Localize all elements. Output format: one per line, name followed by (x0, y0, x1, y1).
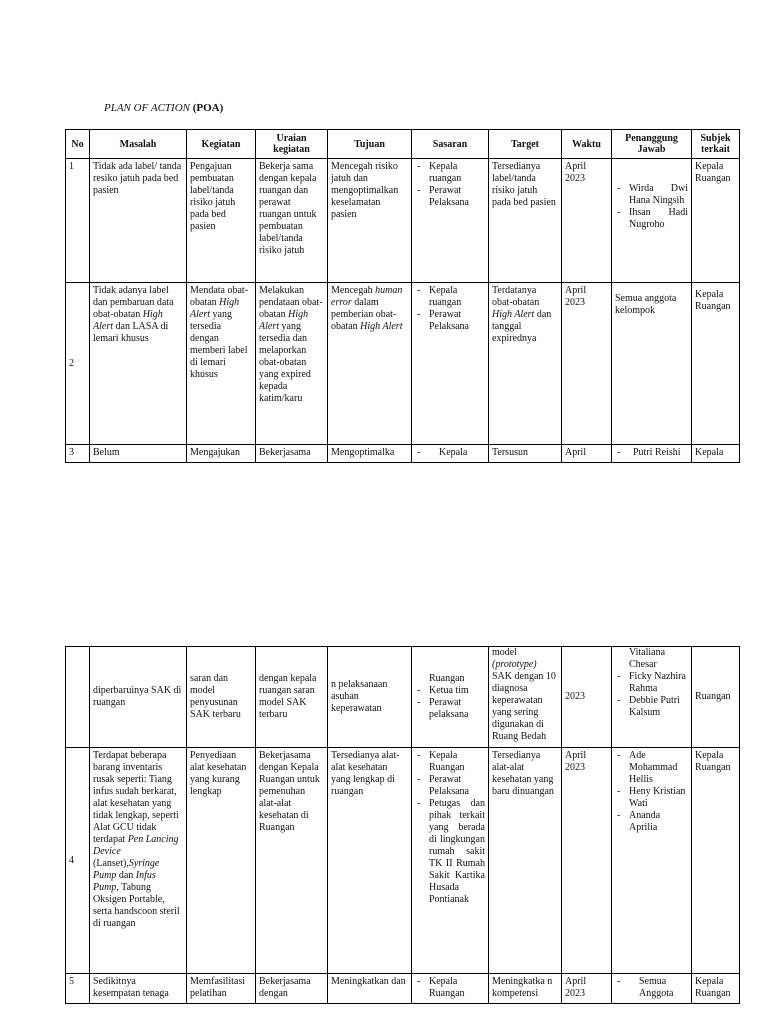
cell-penanggung-jawab: Vitaliana Chesar - Ficky Nazhira Rahma - Debbie Putri Kalsum (612, 647, 692, 748)
list-item: - Wirda Dwi Hana Ningsih (615, 183, 688, 207)
cell-masalah: diperbaruinya SAK di ruangan (90, 647, 187, 748)
list-item: - Putri Reishi (615, 447, 688, 459)
cell-tujuan: n pelaksanaan asuhan keperawatan (328, 647, 412, 748)
cell-uraian: dengan kepala ruangan saran model SAK terbaru (256, 647, 328, 748)
table-row (66, 159, 740, 283)
cell-masalah: Tidak adanya label dan pembaruan data obat-obatan High Alert dan LASA di lemari khusus (90, 283, 187, 445)
cell-uraian: Bekerjasama (256, 445, 328, 463)
header-target: Target (489, 130, 562, 159)
cell-subjek: Kepala Ruangan (692, 974, 740, 1004)
cell-uraian: Melakukan pendataan obat-obatan High Alert yang tersedia dan melaporkan obat-obatan yang expired kepada katim/karu (256, 283, 328, 445)
cell-subjek: Kepala (692, 445, 740, 463)
list-item: - Ficky Nazhira Rahma (615, 671, 688, 695)
cell-penanggung-jawab (612, 748, 692, 974)
header-tujuan: Tujuan (328, 130, 412, 159)
header-row (66, 130, 740, 159)
cell-target: Tersusun (489, 445, 562, 463)
cell-penanggung-jawab: Semua anggota kelompok (612, 283, 692, 445)
cell-masalah: Sedikitnya kesempatan tenaga (90, 974, 187, 1004)
cell-waktu: April (562, 445, 612, 463)
cell-penanggung-jawab (612, 445, 692, 463)
cell-subjek: Kepala Ruangan (692, 748, 740, 974)
cell-tujuan: Meningkatkan dan (328, 974, 412, 1004)
cell-no (66, 647, 90, 748)
cell-uraian: Bekerjasama dengan Kepala Ruangan untuk pemenuhan alat-alat kesehatan di Ruangan (256, 748, 328, 974)
table-row (66, 647, 740, 748)
header-kegiatan: Kegiatan (187, 130, 256, 159)
list-item: - Semua Anggota (615, 976, 688, 1000)
list-item: - Ihsan Hadi Nugroho (615, 207, 688, 231)
list-item: - Heny Kristian Wati (615, 786, 688, 810)
cell-tujuan: Mencegah human error dalam pemberian obat-obatan High Alert (328, 283, 412, 445)
cell-sasaran (412, 283, 489, 445)
cell-kegiatan: saran dan model penyusunan SAK terbaru (187, 647, 256, 748)
cell-target: Meningkatka n kompetensi (489, 974, 562, 1004)
list-item: - Kepala Ruangan (415, 750, 485, 774)
cell-uraian: Bekerja sama dengan kepala ruangan dan perawat ruangan untuk pembuatan label/tanda risiko jatuh (256, 159, 328, 283)
cell-no: 1 (66, 159, 90, 283)
cell-kegiatan: Pengajuan pembuatan label/tanda risiko jatuh pada bed pasien (187, 159, 256, 283)
cell-no: 2 (66, 283, 90, 445)
cell-tujuan: Mengoptimalka (328, 445, 412, 463)
header-waktu: Waktu (562, 130, 612, 159)
table-row (66, 445, 740, 463)
cell-sasaran (412, 445, 489, 463)
poa-table-part-2 (65, 646, 740, 1004)
cell-subjek: Kepala Ruangan (692, 283, 740, 445)
table-row (66, 283, 740, 445)
list-item: - Perawat Pelaksana (415, 185, 485, 209)
cell-target: Terdatanya obat-obatan High Alert dan tanggal expirednya (489, 283, 562, 445)
cell-waktu: April 2023 (562, 974, 612, 1004)
cell-masalah: Belum (90, 445, 187, 463)
list-item: - Kepala ruangan (415, 285, 485, 309)
cell-uraian: Bekerjasama dengan (256, 974, 328, 1004)
header-sasaran: Sasaran (412, 130, 489, 159)
list-item: - Kepala ruangan (415, 161, 485, 185)
list-item: - Kepala (415, 447, 485, 459)
header-masalah: Masalah (90, 130, 187, 159)
cell-kegiatan: Mengajukan (187, 445, 256, 463)
document-title: PLAN OF ACTION (POA) (104, 102, 224, 114)
list-item: - Petugas dan pihak terkait yang berada di lingkungan rumah sakit TK II Rumah Sakit Kartika Husada Pontianak (415, 798, 485, 906)
cell-kegiatan: Mendata obat-obatan High Alert yang tersedia dengan memberi label di lemari khusus (187, 283, 256, 445)
cell-tujuan: Mencegah risiko jatuh dan mengoptimalkan keselamatan pasien (328, 159, 412, 283)
cell-penanggung-jawab (612, 159, 692, 283)
list-item: - Debbie Putri Kalsum (615, 695, 688, 719)
table-row (66, 748, 740, 974)
cell-no: 3 (66, 445, 90, 463)
cell-tujuan: Tersedianya alat-alat kesehatan yang lengkap di ruangan (328, 748, 412, 974)
cell-target: Tersedianya alat-alat kesehatan yang baru dinuangan (489, 748, 562, 974)
cell-sasaran (412, 748, 489, 974)
table-row (66, 974, 740, 1004)
cell-subjek: Kepala Ruangan (692, 159, 740, 283)
header-penanggung-jawab: Penanggung Jawab (612, 130, 692, 159)
header-uraian: Uraian kegiatan (256, 130, 328, 159)
list-item: - Ketua tim (415, 685, 485, 697)
header-subjek: Subjek terkait (692, 130, 740, 159)
cell-waktu: 2023 (562, 647, 612, 748)
cell-sasaran (412, 159, 489, 283)
cell-sasaran (412, 974, 489, 1004)
cell-target: model (prototype) SAK dengan 10 diagnosa keperawatan yang sering digunakan di Ruang Bedah (489, 647, 562, 748)
cell-penanggung-jawab (612, 974, 692, 1004)
cell-sasaran: Ruangan - Ketua tim - Perawat pelaksana (412, 647, 489, 748)
cell-waktu: April 2023 (562, 159, 612, 283)
header-no: No (66, 130, 90, 159)
cell-no: 4 (66, 748, 90, 974)
list-item: - Perawat Pelaksana (415, 309, 485, 333)
list-item: - Perawat pelaksana (415, 697, 485, 721)
poa-table-part-1 (65, 129, 740, 463)
cell-kegiatan: Memfasilitasi pelatihan (187, 974, 256, 1004)
cell-waktu: April 2023 (562, 283, 612, 445)
list-item: - Perawat Pelaksana (415, 774, 485, 798)
list-item: - Kepala Ruangan (415, 976, 485, 1000)
cell-masalah: Terdapat beberapa barang inventaris rusak seperti: Tiang infus sudah berkarat, alat kesehatan yang tidak lengkap, seperti Alat GCU tidak terdapat Pen Lancing Device (Lanset),Syringe Pump dan Infus Pump, Tabung Oksigen Portable, serta handscoon steril di ruangan (90, 748, 187, 974)
cell-waktu: April 2023 (562, 748, 612, 974)
list-item: - Ade Mohammad Hellis (615, 750, 688, 786)
cell-target: Tersedianya label/tanda risiko jatuh pada bed pasien (489, 159, 562, 283)
list-item: - Ananda Aprilia (615, 810, 688, 834)
cell-subjek: Ruangan (692, 647, 740, 748)
cell-no: 5 (66, 974, 90, 1004)
cell-kegiatan: Penyediaan alat kesehatan yang kurang lengkap (187, 748, 256, 974)
cell-masalah: Tidak ada label/ tanda resiko jatuh pada bed pasien (90, 159, 187, 283)
